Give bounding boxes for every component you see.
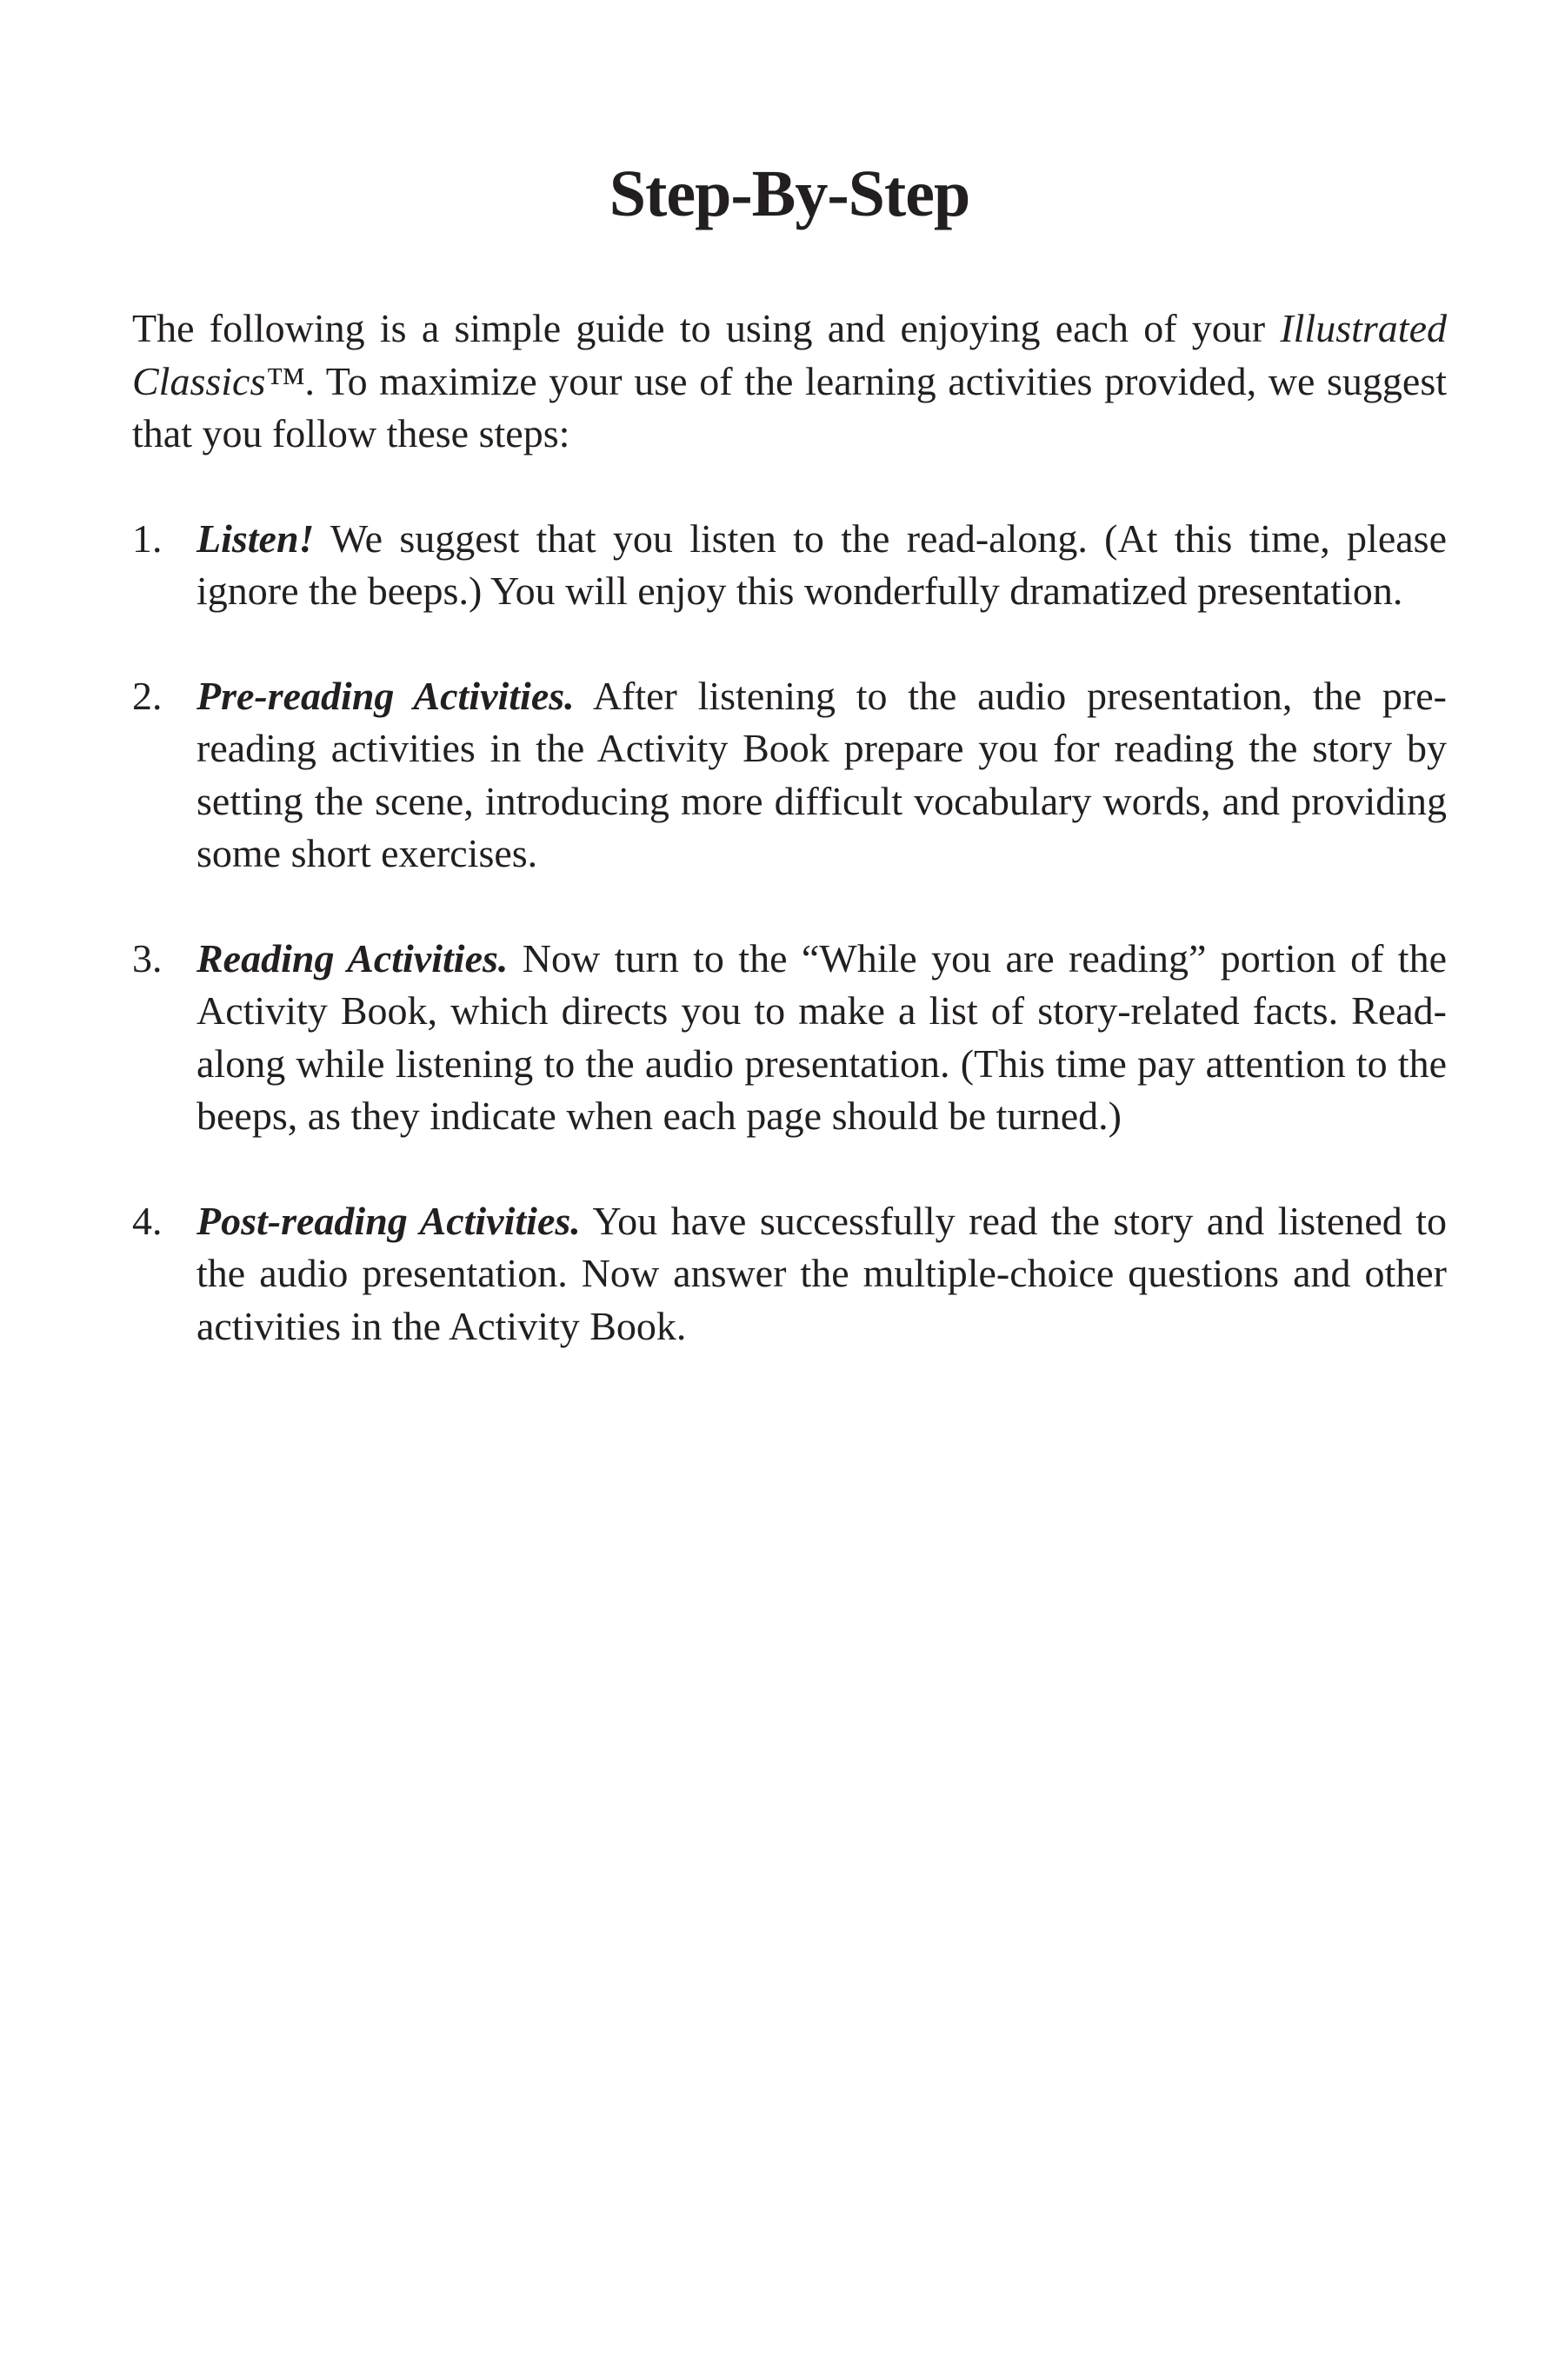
page-title: Step-By-Step — [609, 157, 970, 230]
book-series-title: Illustrated Classics™ — [132, 306, 1447, 403]
step-item-pre-reading — [132, 670, 1447, 881]
step-heading: Listen! — [196, 515, 315, 561]
step-item-reading — [132, 933, 1447, 1143]
step-number: 2. — [132, 673, 163, 718]
step-text: You have successfully read the story and listened to the audio presentation. Now answer the multiple-choice questions and other activities in the Activity Book. — [196, 1198, 1448, 1348]
step-item-listen — [132, 513, 1447, 618]
intro-paragraph — [132, 302, 1447, 461]
step-heading: Pre-reading Activities. — [196, 673, 575, 718]
step-text: After listening to the audio presentation, the pre-reading activities in the Activity Book prepare you for reading the story by setting the scene, introducing more difficult vocabulary words, and providing some short exercises. — [196, 673, 1447, 875]
steps-list — [132, 513, 1447, 1353]
intro-text-end: . To maximize your use of the learning activities provided, we suggest that you follow these steps: — [132, 358, 1447, 455]
step-item-post-reading — [132, 1195, 1447, 1353]
step-number: 1. — [132, 515, 163, 561]
step-number: 3. — [132, 935, 163, 981]
step-heading: Post-reading Activities. — [196, 1198, 581, 1243]
step-heading: Reading Activities. — [196, 935, 509, 981]
step-number: 4. — [132, 1198, 163, 1243]
step-text: Now turn to the “While you are reading” portion of the Activity Book, which directs you to make a list of story-related facts. Read-along while listening to the audio presentation. (This time pay attention to the beeps, as they indicate when each page should be turned.) — [196, 935, 1447, 1138]
step-text: We suggest that you listen to the read-along. (At this time, please ignore the beeps.) You will enjoy this wonderfully dramatized presentation. — [196, 515, 1447, 613]
intro-text-start: The following is a simple guide to using and enjoying each of your — [132, 306, 1281, 350]
